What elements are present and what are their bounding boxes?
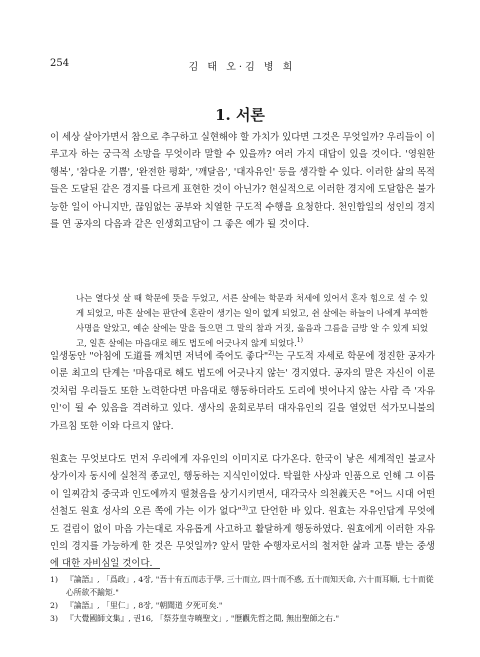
page-header xyxy=(50,58,434,72)
footnote-ref-2: 2) xyxy=(268,349,275,357)
paragraph-text: 고 단언한 바 있다. 원효는 자유인답게 무엇에도 걸림이 없이 마음 가는대로 자유롭게 사고하고 활달하게 행동하였다. 원효에게 이러한 자유인의 경지를 가능하게 한 것은 무엇일까? 앞서 말한 수행자로서의 철저한 삶과 고통 받는 중생에 대한 자비심일 것이다. xyxy=(50,506,436,570)
intro-paragraph: 이 세상 살아가면서 참으로 추구하고 실현해야 할 가치가 있다면 그것은 무엇일까? 우리들이 이루고자 하는 궁극적 소망을 무엇이라 말할 수 있을까? 여러 가지 대답이 있을 것이다. '영원한 행복', '참다운 기쁨', '완전한 평화', '깨달음', '대자유인' 등을 생각할 수 있다. 이러한 삶의 목적들은 도달된 같은 경지를 다르게 표현한 것이 아닌가? 현실적으로 이러한 경지에 도달함은 불가능한 일이 아니지만, 끊임없는 공부와 치열한 구도적 수행을 요청한다. 천인합일의 성인의 경지를 연 공자의 다음과 같은 인생회고담이 그 좋은 예가 될 것이다. xyxy=(50,132,435,231)
section-title: 1. 서론 xyxy=(215,106,265,124)
quote-text: 나는 열다섯 살 때 학문에 뜻을 두었고, 서른 살에는 학문과 처세에 있어서 혼자 힘으로 설 수 있게 되었고, 마흔 살에는 판단에 혼란이 생기는 일이 없게 되었고, 쉰 살에는 하늘이 나에게 부여한 사명을 알았고, 예순 살에는 말을 들으면 그 말의 참과 거짓, 옳음과 그름을 금방 알 수 있게 되었고, 일흔 살에는 마음대로 해도 법도에 어긋나지 않게 되었다. xyxy=(76,293,428,348)
page-number: 254 xyxy=(50,58,70,69)
paragraph-text: 일생동안 "아침에 도道를 깨치면 저녁에 죽어도 좋다" xyxy=(50,351,269,362)
footnote-mark: 2) xyxy=(50,601,59,610)
paragraph-text: 원효는 무엇보다도 먼저 우리에게 자유인의 이미지로 다가온다. 한국이 낳은 세계적인 불교사상가이자 동시에 실천적 종교인, 행동하는 지식인이었다. 탁월한 사상과 인품으로 인해 그 이름이 일찌감치 중국과 인도에까지 떨쳤음을 상기시키면서, 대각국사 의천義天은 "어느 시대 어떤 선철도 원효 성사의 오른 쪽에 가는 이가 없다" xyxy=(50,454,435,518)
paragraph-text: 는 구도적 자세로 학문에 정진한 공자가 이룬 최고의 단계는 '마음대로 해도 법도에 어긋나지 않는' 경지였다. 공자의 말은 자신이 이룬 것처럼 우리들도 또한 노력한다면 마음대로 행동하더라도 도리에 벗어나지 않는 사람 즉 '자유인'이 될 수 있음을 격려하고 있다. 생사의 윤회로부터 대자유인의 길을 열었던 석가모니불의 가르침 또한 이와 다르지 않다. xyxy=(50,351,435,432)
footnote-item xyxy=(50,599,440,612)
paragraph-wonhyo xyxy=(50,451,435,573)
footnote-item xyxy=(50,573,440,599)
footnotes xyxy=(50,573,440,625)
footnote-text: 『大覺國師文集』, 권16, 「祭芬皇寺曉聖文」, "歷觀先哲之間, 無出聖師之右." xyxy=(66,614,340,623)
running-head: 김 태 오·김 병 희 xyxy=(188,62,296,73)
footnote-ref-3: 3) xyxy=(241,505,249,513)
footnote-ref-1: 1) xyxy=(296,337,303,345)
footnote-text: 『論語』, 「爲政」, 4장, "吾十有五而志于學, 三十而立, 四十而不惑, 五十而知天命, 六十而耳順, 七十而從心所欲不踰矩." xyxy=(66,575,434,597)
footnote-mark: 1) xyxy=(50,575,59,584)
footnote-divider xyxy=(50,568,160,569)
footnote-item xyxy=(50,612,440,625)
footnote-text: 『論語』, 「里仁」, 8장, "朝聞道 夕死可矣." xyxy=(66,601,223,610)
paragraph-confucius xyxy=(50,348,435,435)
block-quote xyxy=(76,291,428,351)
footnote-mark: 3) xyxy=(50,614,59,623)
